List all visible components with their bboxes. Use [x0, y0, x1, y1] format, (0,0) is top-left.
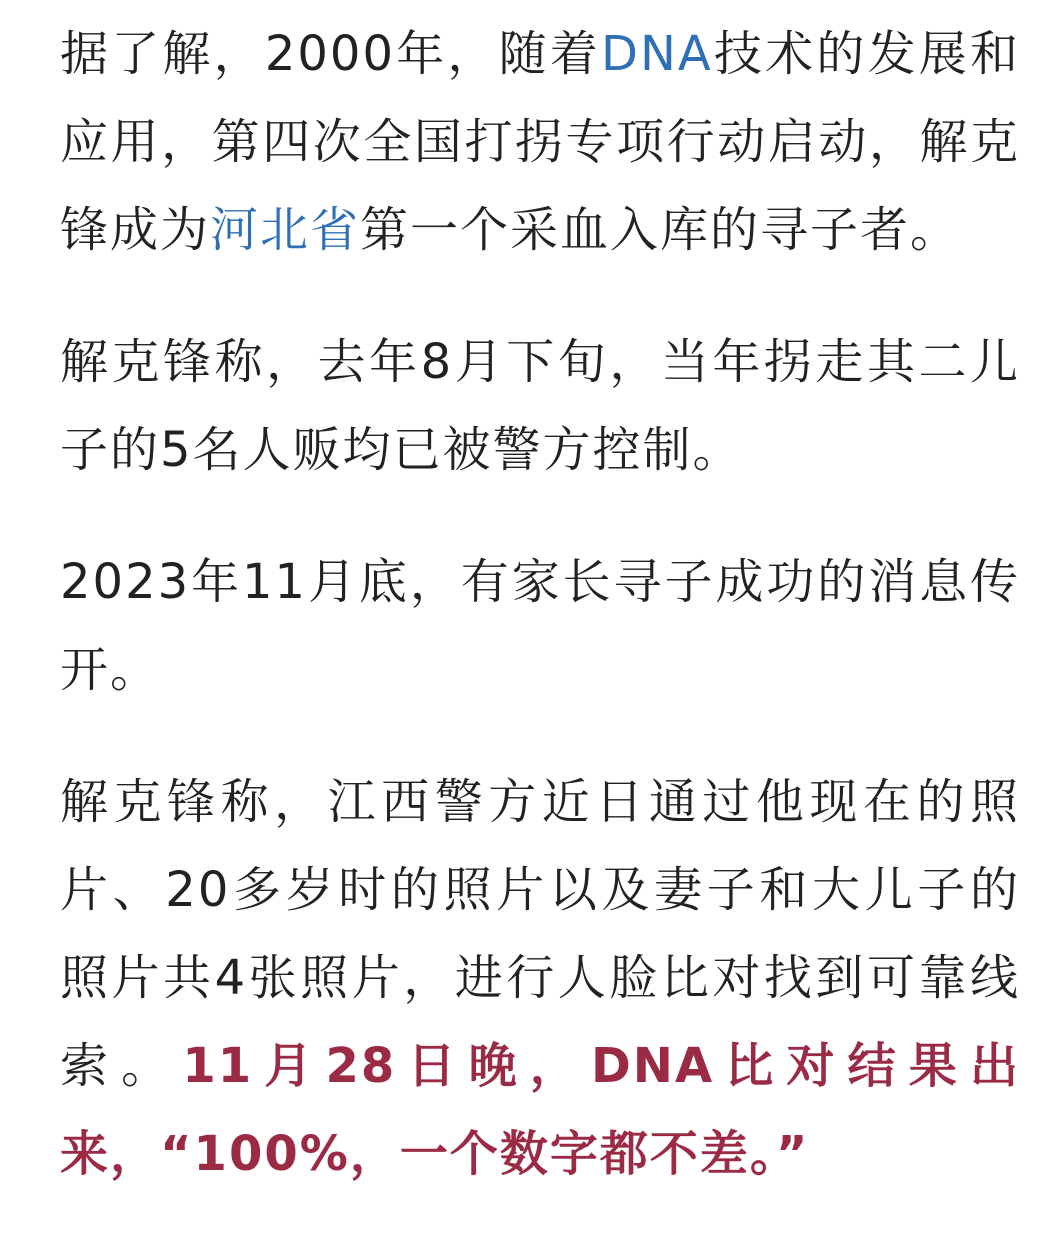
paragraph-face-comparison	[60, 758, 1020, 1198]
paragraph-text: 技术的发展和应用，第四次全国打拐专项行动启动，解克锋成为	[60, 26, 1020, 258]
paragraph-text: 据了解，2000年，随着	[60, 26, 602, 82]
dna-link[interactable]: DNA	[601, 26, 713, 82]
paragraph-news-spread	[60, 538, 1020, 714]
paragraph-text: 解克锋称，去年8月下旬，当年拐走其二儿子的5名人贩均已被警方控制。	[60, 334, 1020, 478]
paragraph-traffickers-arrested	[60, 318, 1020, 494]
paragraph-text: 解克锋称，江西警方近日通过他现在的照片、20多岁时的照片以及妻子和大儿子的照片共4张照片，进行人脸比对找到可靠线索。	[60, 774, 1020, 1094]
paragraph-text: 2023年11月底，有家长寻子成功的消息传开。	[60, 554, 1020, 698]
paragraph-text: 第一个采血入库的寻子者。	[360, 202, 961, 258]
hebei-province-link[interactable]: 河北省	[210, 202, 361, 258]
paragraph-dna-database	[60, 10, 1020, 274]
article-body	[60, 10, 1020, 1242]
emphasized-dna-result: 11月28日晚，DNA比对结果出来，“100%，一个数字都不差。”	[60, 1038, 1020, 1182]
